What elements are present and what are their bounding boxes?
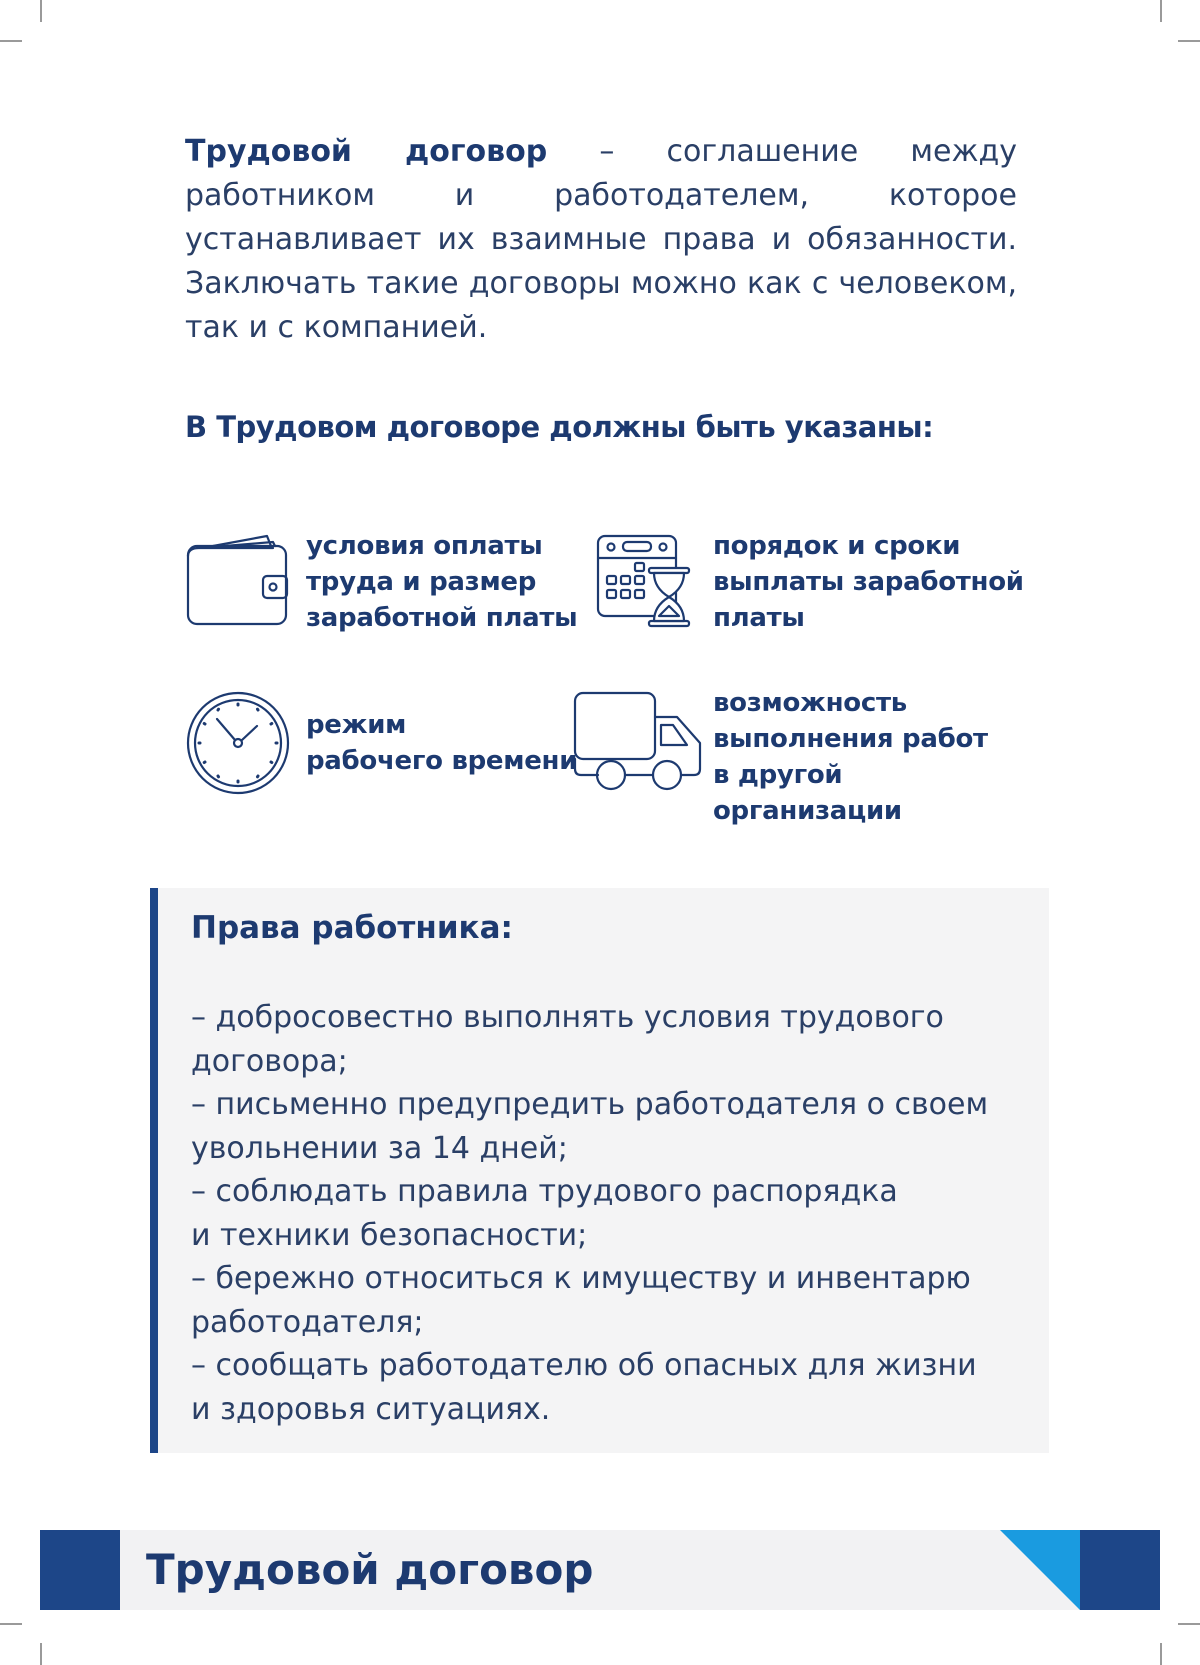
wallet-icon bbox=[185, 532, 291, 628]
crop-mark bbox=[40, 0, 42, 22]
rights-item: – добросовестно выполнять условия трудового договора; bbox=[191, 1000, 944, 1079]
rights-item: – соблюдать правила трудового распорядка и техники безопасности; bbox=[191, 1174, 898, 1253]
rights-list bbox=[191, 996, 1021, 1431]
feature-working-hours bbox=[185, 690, 585, 800]
clock-icon bbox=[185, 690, 291, 796]
crop-mark bbox=[1178, 1623, 1200, 1625]
feature-other-organization bbox=[573, 685, 1033, 826]
intro-term: Трудовой договор bbox=[185, 134, 548, 169]
feature-wallet bbox=[185, 528, 585, 648]
intro-paragraph bbox=[185, 130, 1017, 350]
calendar-hourglass-icon bbox=[595, 530, 695, 630]
crop-mark bbox=[1160, 0, 1162, 22]
feature-payment-schedule bbox=[595, 528, 1025, 648]
crop-mark bbox=[0, 40, 22, 42]
footer-banner bbox=[40, 1530, 1160, 1610]
footer-corner-decoration bbox=[1000, 1530, 1160, 1610]
rights-panel bbox=[150, 888, 1049, 1453]
crop-mark bbox=[1178, 40, 1200, 42]
feature-text-wallet: условия оплаты труда и размер заработной платы bbox=[306, 531, 578, 633]
crop-mark bbox=[40, 1643, 42, 1665]
footer-square bbox=[40, 1530, 120, 1610]
feature-text-working-hours: режим рабочего времени bbox=[306, 710, 578, 776]
rights-item: – сообщать работодателю об опасных для жизни и здоровья ситуациях. bbox=[191, 1348, 977, 1427]
rights-title: Права работника: bbox=[191, 910, 513, 946]
rights-item: – бережно относиться к имуществу и инвентарю работодателя; bbox=[191, 1261, 971, 1340]
feature-text-other-organization: возможность выполнения работ в другой организации bbox=[713, 688, 988, 826]
footer-title: Трудовой договор bbox=[146, 1545, 594, 1594]
intro-text: – соглашение между работником и работодателем, которое устанавливает их взаимные права и обязанности. Заключать такие договоры можно как с человеком, так и с компанией. bbox=[185, 134, 1017, 345]
feature-text-payment-schedule: порядок и сроки выплаты заработной платы bbox=[713, 531, 1024, 633]
section-heading: В Трудовом договоре должны быть указаны: bbox=[185, 410, 934, 444]
truck-icon bbox=[573, 691, 703, 801]
crop-mark bbox=[1160, 1643, 1162, 1665]
rights-item: – письменно предупредить работодателя о своем увольнении за 14 дней; bbox=[191, 1087, 989, 1166]
crop-mark bbox=[0, 1623, 22, 1625]
